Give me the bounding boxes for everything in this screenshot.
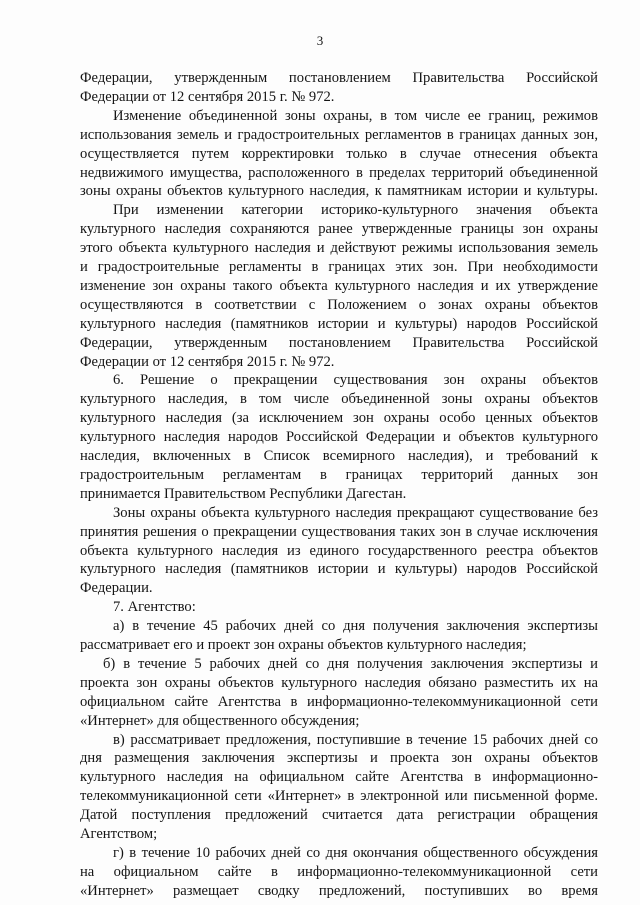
text-line: осуществляется путем корректировки только в случае отнесения объекта — [80, 145, 598, 162]
text-line: принятия решения о прекращении существования таких зон в случае исключения — [80, 523, 598, 540]
text-line: телекоммуникационной сети «Интернет» в электронной или письменной форме. — [80, 788, 598, 805]
text-line: недвижимого имущества, расположенного в пределах территорий объединенной — [80, 164, 598, 181]
page-number: 3 — [316, 33, 324, 48]
text-line: Федерации, утвержденным постановлением Правительства Российской — [80, 334, 598, 351]
text-line: этого объекта культурного наследия и действуют режимы использования земель — [80, 240, 598, 257]
text-line: культурного наследия народов Российской Федерации и объектов культурного — [80, 429, 598, 446]
text-line: изменение зон охраны такого объекта культурного наследия и их утверждение — [80, 277, 598, 294]
text-line: объекта культурного наследия из единого государственного реестра объектов — [80, 542, 598, 559]
text-line: б) в течение 5 рабочих дней со дня получения заключения экспертизы и — [103, 655, 598, 672]
text-line: Зоны охраны объекта культурного наследия прекращают существование без — [113, 504, 598, 521]
text-line: зоны охраны объектов культурного наследия, к памятникам истории и культуры. — [80, 183, 598, 200]
text-line: При изменении категории историко-культурного значения объекта — [113, 202, 598, 219]
text-line: Изменение объединенной зоны охраны, в том числе ее границ, режимов — [113, 107, 598, 124]
text-line: осуществляются в соответствии с Положением о зонах охраны объектов — [80, 296, 598, 313]
text-line: «Интернет» для общественного обсуждения; — [80, 712, 360, 729]
text-line: дня размещения заключения экспертизы и проекта зон охраны объектов — [80, 750, 598, 767]
text-line: проекта зон охраны объектов культурного наследия обязано разместить их на — [80, 674, 598, 691]
text-line: 6. Решение о прекращении существования зон охраны объектов — [113, 372, 598, 389]
text-line: культурного наследия (за исключением зон охраны особо ценных объектов — [80, 410, 598, 427]
text-line: Федерации от 12 сентября 2015 г. № 972. — [80, 88, 335, 105]
text-line: Федерации. — [80, 580, 153, 597]
text-line: культурного наследия сохраняются ранее утвержденные границы зон охраны — [80, 221, 598, 238]
text-line: в) рассматривает предложения, поступившие в течение 15 рабочих дней со — [113, 731, 598, 748]
text-line: культурного наследия, в том числе объединенной зоны охраны объектов — [80, 391, 598, 408]
text-line: Федерации, утвержденным постановлением Правительства Российской — [80, 70, 598, 86]
text-line: культурного наследия (памятников истории и культуры) народов Российской — [80, 315, 598, 332]
text-line: «Интернет» размещает сводку предложений, поступивших во время — [80, 882, 598, 899]
text-line: и градостроительные регламенты в границах этих зон. При необходимости — [80, 259, 598, 275]
text-line: официальном сайте Агентства в информационно-телекоммуникационной сети — [80, 693, 598, 710]
text-line: наследия, включенных в Список всемирного наследия), и требований к — [80, 448, 598, 464]
text-line: принимается Правительством Республики Дагестан. — [80, 485, 407, 502]
text-line: рассматривает его и проект зон охраны объектов культурного наследия; — [80, 637, 527, 653]
text-line: использования земель и градостроительных регламентов в границах данных зон, — [80, 126, 598, 143]
text-line: на официальном сайте в информационно-телекоммуникационной сети — [80, 863, 598, 880]
text-line: а) в течение 45 рабочих дней со дня получения заключения экспертизы — [113, 618, 598, 635]
text-line: градостроительным регламентам в границах территорий данных зон — [80, 466, 598, 483]
text-line: культурного наследия на официальном сайте Агентства в информационно- — [80, 769, 598, 786]
text-line: 7. Агентство: — [113, 599, 196, 616]
text-line: культурного наследия (памятников истории и культуры) народов Российской — [80, 561, 598, 578]
text-line: Федерации от 12 сентября 2015 г. № 972. — [80, 353, 335, 370]
text-line: г) в течение 10 рабочих дней со дня окончания общественного обсуждения — [113, 844, 598, 861]
text-line: Датой поступления предложений считается дата регистрации обращения — [80, 807, 598, 824]
text-line: Агентством; — [80, 826, 158, 842]
